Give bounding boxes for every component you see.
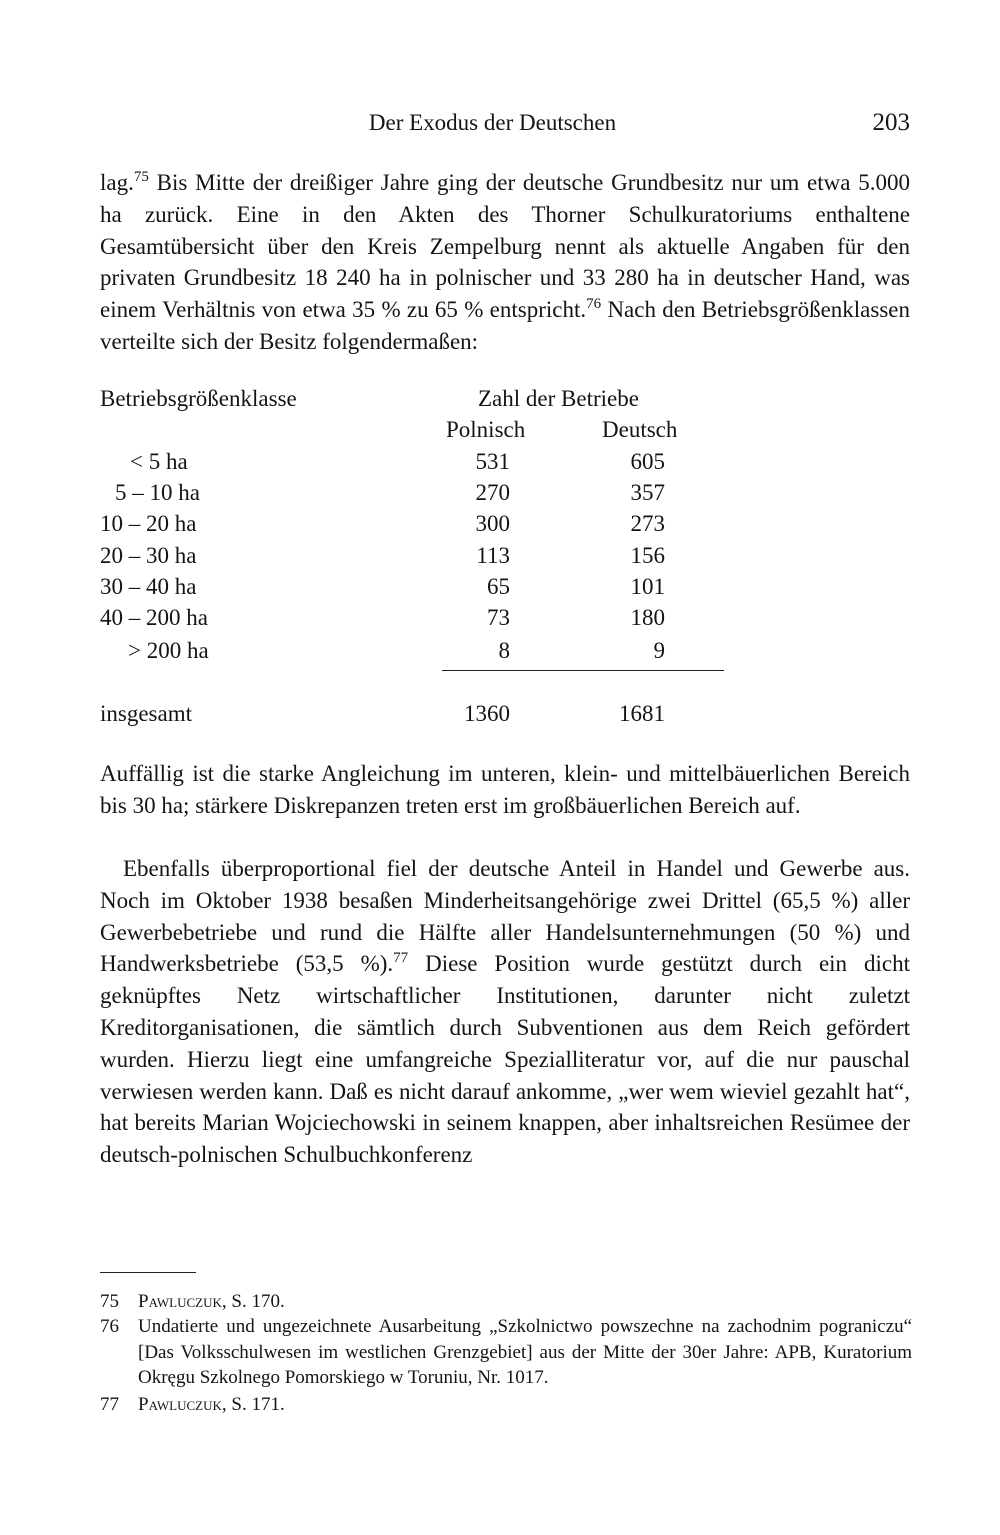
table-row-1-german: 605 — [630, 449, 665, 474]
footnote-76 — [100, 1314, 912, 1391]
table-row-3-class: 10 – 20 ha — [100, 511, 197, 536]
paragraph-1-part-a: lag. — [100, 170, 134, 195]
footnote-citation: , S. 171. — [221, 1394, 285, 1415]
table-row-7-german: 9 — [653, 638, 665, 663]
table-row-6-class: 40 – 200 ha — [100, 605, 208, 630]
table-header-polish: Polnisch — [446, 417, 526, 442]
footnote-author: Pawluczuk — [138, 1291, 222, 1312]
table-row-5-class: 30 – 40 ha — [100, 574, 197, 599]
paragraph-2: Auffällig ist die starke Angleichung im unteren, klein- und mittelbäuerlichen Bereich bis 30 ha; stärkere Diskrepanzen treten erst im großbäuerlichen Bereich auf. — [100, 761, 910, 818]
table-total-german: 1681 — [619, 701, 665, 726]
footnote-ref-76[interactable]: 76 — [586, 296, 602, 313]
footnote-citation: , S. 170. — [221, 1291, 285, 1312]
table-row-5-german: 101 — [630, 574, 665, 599]
paragraph-1-part-c: Nach den Betriebsgrößenklassen verteilte sich der Besitz folgendermaßen: — [100, 297, 910, 354]
table-sum-rule — [442, 670, 724, 671]
table-row-4-class: 20 – 30 ha — [100, 543, 197, 568]
paragraph-3 — [100, 853, 910, 1171]
table-row-3-polish: 300 — [475, 511, 510, 536]
table-row-6-polish: 73 — [487, 605, 510, 630]
table-header-german: Deutsch — [602, 417, 678, 442]
footnote-text — [138, 1392, 912, 1418]
table-header-group: Zahl der Betriebe — [478, 386, 639, 411]
table-total-label: insgesamt — [100, 701, 192, 726]
footnote-text — [138, 1289, 912, 1315]
footnote-ref-75[interactable]: 75 — [133, 169, 149, 185]
table-row-3-german: 273 — [630, 511, 665, 536]
table-row-7-polish: 8 — [498, 638, 510, 663]
table-row-4-polish: 113 — [476, 543, 510, 568]
table-row-2-class: 5 – 10 ha — [115, 480, 200, 505]
footnote-number: 77 — [100, 1394, 119, 1415]
table-row-1-class: < 5 ha — [130, 449, 188, 474]
table-row-4-german: 156 — [630, 543, 665, 568]
footnote-75 — [100, 1289, 912, 1315]
table-row-2-german: 357 — [630, 480, 665, 505]
footnote-author: Pawluczuk — [138, 1394, 222, 1415]
table-header-class: Betriebsgrößenklasse — [100, 386, 297, 411]
table-row-5-polish: 65 — [487, 574, 510, 599]
footnote-number: 76 — [100, 1316, 119, 1337]
table-row-7-class: > 200 ha — [128, 638, 209, 663]
table-row-2-polish: 270 — [475, 480, 510, 505]
running-head — [100, 106, 910, 140]
paragraph-3-part-b: Diese Position wurde gestützt durch ein dicht geknüpftes Netz wirtschaftlicher Institutionen, darunter nicht zuletzt Kreditorganisationen, die sämtlich durch Subventionen aus dem Reich gefördert wurden. Hierzu liegt eine umfangreiche Spezialliteratur vor, auf die nur pauschal verwiesen werden kann. Daß es nicht darauf ankomme, „wer wem wieviel gezahlt hat“, hat bereits Marian Wojciechowski in seinem knappen, aber inhaltsreichen Resümee der deutsch-polnischen Schulbuchkonferenz — [100, 951, 910, 1168]
paragraph-3-part-a: Ebenfalls überproportional fiel der deutsche Anteil in Handel und Gewerbe aus. Noch im Oktober 1938 besaßen Minderheitsangehörige zwei Drittel (65,5 %) aller Gewerbebetriebe und rund die Hälfte aller Handelsunternehmungen (50 %) und Handwerksbetriebe (53,5 %). — [100, 856, 910, 977]
footnote-ref-77[interactable]: 77 — [393, 950, 409, 967]
running-title: Der Exodus der Deutschen — [368, 110, 617, 135]
footnote-77 — [100, 1392, 912, 1418]
page-number: 203 — [872, 109, 910, 136]
paragraph-1 — [100, 167, 910, 358]
table-row-6-german: 180 — [630, 605, 665, 630]
table-row-1-polish: 531 — [475, 449, 510, 474]
footnote-number: 75 — [100, 1291, 119, 1312]
footnote-separator — [100, 1272, 196, 1273]
table-total-polish: 1360 — [464, 701, 510, 726]
footnote-text: Undatierte und ungezeichnete Ausarbeitung „Szkolnictwo powszechne na zachodnim pograniczu“ [Das Volksschulwesen im westlichen Grenzgebiet] aus der Mitte der 30er Jahre: APB, Kuratorium Okręgu Szkolnego Pomorskiego w Toruniu, Nr. 1017. — [138, 1316, 912, 1388]
paragraph-1-part-b: Bis Mitte der dreißiger Jahre ging der deutsche Grundbesitz nur um etwa 5.000 ha zurück. Eine in den Akten des Thorner Schulkuratoriums enthaltene Gesamtübersicht über den Kreis Zempelburg nennt als aktuelle Angaben für den privaten Grundbesitz 18 240 ha in polnischer und 33 280 ha in deutscher Hand, was einem Verhältnis von etwa 35 % zu 65 % entspricht. — [100, 170, 910, 323]
